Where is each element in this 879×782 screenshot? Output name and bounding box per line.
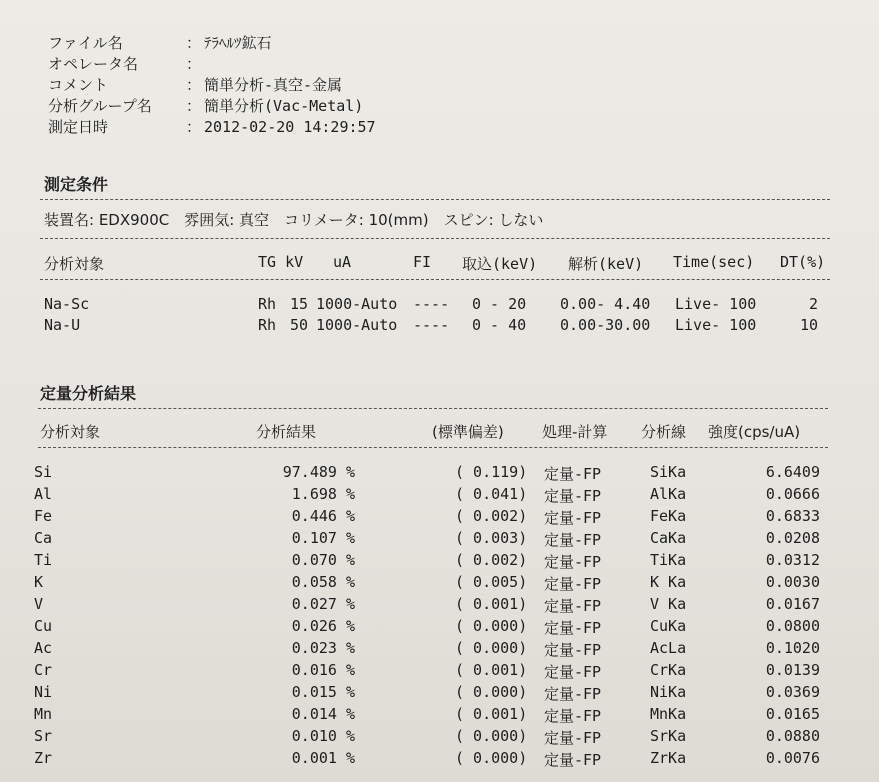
row-process: 定量-FP [544, 707, 602, 725]
row-result: 0.446 % [291, 507, 355, 525]
row-process: 定量-FP [544, 663, 602, 681]
row-stddev: ( 0.041) [455, 485, 528, 503]
row-process: 定量-FP [544, 729, 602, 747]
row-result: 0.016 % [291, 661, 355, 679]
row-intensity: 0.0139 [765, 661, 820, 679]
cond-header-analysis: 解析(keV) [568, 255, 644, 273]
row-intensity: 0.0208 [765, 529, 820, 547]
row-process: 定量-FP [544, 465, 602, 483]
res-header-stddev: (標準偏差) [432, 423, 504, 441]
row-result: 0.015 % [291, 683, 355, 701]
cond-row-tg: Rh [258, 316, 277, 334]
row-element: Fe [34, 507, 53, 525]
results-title: 定量分析結果 [40, 384, 137, 403]
row-process: 定量-FP [544, 619, 602, 637]
comment-value: 簡単分析-真空-金属 [204, 76, 343, 94]
row-process: 定量-FP [544, 685, 602, 703]
row-stddev: ( 0.000) [455, 617, 528, 635]
row-element: V [34, 595, 44, 613]
cond-row-target: Na-Sc [44, 295, 90, 313]
row-result: 0.001 % [291, 749, 355, 767]
row-result: 0.027 % [291, 595, 355, 613]
row-stddev: ( 0.119) [455, 463, 528, 481]
cond-row-tg: Rh [258, 295, 277, 313]
row-process: 定量-FP [544, 553, 602, 571]
row-element: Ti [34, 551, 53, 569]
row-intensity: 0.0312 [765, 551, 820, 569]
cond-row-ua: 1000-Auto [316, 295, 398, 313]
cond-row-fi: ---- [413, 295, 450, 313]
res-header-line: 分析線 [641, 423, 687, 441]
row-intensity: 0.0666 [765, 485, 820, 503]
cond-header-fi: FI [413, 253, 432, 271]
row-element: Zr [34, 749, 53, 767]
row-stddev: ( 0.001) [455, 705, 528, 723]
conditions-title: 測定条件 [44, 175, 109, 194]
cond-row-dt: 10 [799, 316, 818, 334]
conditions-mid-rule [40, 238, 830, 239]
row-intensity: 0.0076 [765, 749, 820, 767]
res-header-intensity: 強度(cps/uA) [708, 423, 801, 441]
row-stddev: ( 0.002) [455, 507, 528, 525]
row-line: AcLa [650, 639, 687, 657]
row-stddev: ( 0.001) [455, 661, 528, 679]
comment-label: コメント [48, 76, 109, 94]
row-stddev: ( 0.002) [455, 551, 528, 569]
row-process: 定量-FP [544, 531, 602, 549]
cond-header-target: 分析対象 [44, 255, 105, 273]
conditions-top-rule [40, 199, 830, 200]
row-result: 0.026 % [291, 617, 355, 635]
cond-row-fi: ---- [413, 316, 450, 334]
row-element: Sr [34, 727, 53, 745]
row-intensity: 0.0165 [765, 705, 820, 723]
row-result: 0.010 % [291, 727, 355, 745]
file-name-label: ファイル名 [48, 34, 123, 52]
row-element: Ni [34, 683, 53, 701]
row-result: 97.489 % [282, 463, 355, 481]
row-intensity: 0.6833 [765, 507, 820, 525]
row-stddev: ( 0.005) [455, 573, 528, 591]
conditions-header-rule [40, 279, 830, 280]
row-intensity: 0.0167 [765, 595, 820, 613]
row-element: Cr [34, 661, 53, 679]
row-element: Al [34, 485, 53, 503]
row-line: ZrKa [650, 749, 687, 767]
cond-row-dt: 2 [808, 295, 818, 313]
row-result: 0.014 % [291, 705, 355, 723]
row-line: CrKa [650, 661, 687, 679]
cond-row-kv: 15 [290, 295, 309, 313]
cond-row-ua: 1000-Auto [316, 316, 398, 334]
row-element: K [34, 573, 44, 591]
row-line: TiKa [650, 551, 687, 569]
cond-row-time: Live- 100 [675, 316, 757, 334]
row-line: V Ka [650, 595, 687, 613]
row-intensity: 0.0030 [765, 573, 820, 591]
row-line: NiKa [650, 683, 687, 701]
row-line: CuKa [650, 617, 687, 635]
row-intensity: 0.1020 [765, 639, 820, 657]
row-result: 0.107 % [291, 529, 355, 547]
row-intensity: 0.0369 [765, 683, 820, 701]
row-stddev: ( 0.000) [455, 749, 528, 767]
row-intensity: 0.0880 [765, 727, 820, 745]
cond-row-intake: 0 - 20 [472, 295, 527, 313]
row-line: MnKa [650, 705, 687, 723]
operator-label: オペレータ名 [48, 55, 139, 73]
cond-header-time: Time(sec) [673, 253, 755, 271]
cond-row-time: Live- 100 [675, 295, 757, 313]
row-line: AlKa [650, 485, 687, 503]
cond-header-intake: 取込(keV) [462, 255, 538, 273]
row-process: 定量-FP [544, 575, 602, 593]
cond-header-tg-kv: TG kV [258, 253, 304, 271]
cond-row-target: Na-U [44, 316, 81, 334]
row-process: 定量-FP [544, 751, 602, 769]
row-stddev: ( 0.000) [455, 683, 528, 701]
measured-date-value: 2012-02-20 14:29:57 [204, 118, 376, 136]
row-element: Si [34, 463, 53, 481]
measured-date-label: 測定日時 [48, 118, 109, 136]
row-line: K Ka [650, 573, 687, 591]
row-element: Mn [34, 705, 53, 723]
row-intensity: 0.0800 [765, 617, 820, 635]
analysis-group-label: 分析グループ名 [48, 97, 152, 115]
analysis-group-sep: ： [186, 97, 202, 115]
row-result: 1.698 % [291, 485, 355, 503]
row-stddev: ( 0.003) [455, 529, 528, 547]
row-stddev: ( 0.000) [455, 639, 528, 657]
cond-row-intake: 0 - 40 [472, 316, 527, 334]
results-top-rule [38, 408, 828, 409]
results-header-rule [38, 447, 828, 448]
cond-row-analysis: 0.00-30.00 [560, 316, 651, 334]
row-element: Cu [34, 617, 53, 635]
row-process: 定量-FP [544, 597, 602, 615]
row-line: SrKa [650, 727, 687, 745]
res-header-target: 分析対象 [40, 423, 101, 441]
cond-row-analysis: 0.00- 4.40 [560, 295, 651, 313]
row-element: Ac [34, 639, 53, 657]
row-result: 0.058 % [291, 573, 355, 591]
cond-row-kv: 50 [290, 316, 309, 334]
row-line: SiKa [650, 463, 687, 481]
res-header-result: 分析結果 [256, 423, 317, 441]
cond-header-ua: uA [333, 253, 352, 271]
measured-date-sep: ： [186, 118, 202, 136]
operator-sep: ： [186, 55, 202, 73]
device-line: 装置名: EDX900C 雰囲気: 真空 コリメータ: 10(mm) スピン: しない [44, 211, 544, 229]
file-name-value: ﾃﾗﾍﾙﾂ鉱石 [204, 34, 272, 52]
row-process: 定量-FP [544, 509, 602, 527]
row-stddev: ( 0.000) [455, 727, 528, 745]
cond-header-dt: DT(%) [780, 253, 826, 271]
row-process: 定量-FP [544, 487, 602, 505]
comment-sep: ： [186, 76, 202, 94]
row-element: Ca [34, 529, 53, 547]
row-process: 定量-FP [544, 641, 602, 659]
row-stddev: ( 0.001) [455, 595, 528, 613]
res-header-process: 処理-計算 [542, 423, 608, 441]
row-intensity: 6.6409 [765, 463, 820, 481]
row-result: 0.070 % [291, 551, 355, 569]
row-result: 0.023 % [291, 639, 355, 657]
row-line: FeKa [650, 507, 687, 525]
analysis-group-value: 簡単分析(Vac-Metal) [204, 97, 364, 115]
file-name-sep: ： [186, 34, 202, 52]
row-line: CaKa [650, 529, 687, 547]
